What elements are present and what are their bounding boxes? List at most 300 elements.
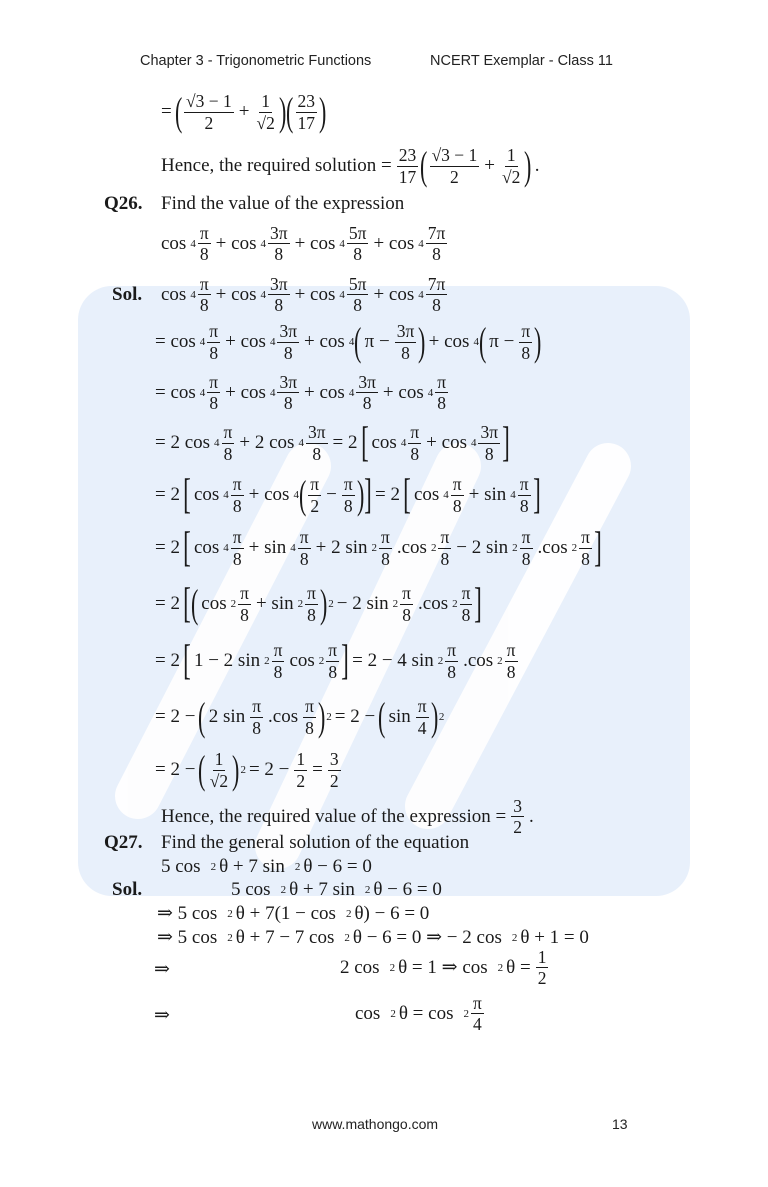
exponent: 2: [328, 598, 334, 610]
math-text: Find the value of the expression: [161, 193, 405, 214]
math-line: [154, 926, 592, 949]
numerator: 3π: [396, 321, 415, 342]
exponent: 4: [223, 542, 229, 554]
exponent: 2: [264, 655, 270, 667]
numerator: 3π: [358, 372, 376, 392]
math-text: = 2 cos: [155, 432, 211, 453]
exponent: 4: [348, 336, 355, 348]
math-text: θ = 1 ⇒ cos: [398, 957, 488, 979]
parenthesis: ): [232, 747, 240, 792]
denominator: 8: [461, 604, 471, 625]
fraction: [298, 528, 311, 568]
numerator: 1: [537, 947, 547, 967]
denominator: 8: [307, 604, 316, 625]
exponent: 4: [293, 489, 299, 501]
math-text: = 2: [155, 650, 180, 671]
math-line: [337, 948, 550, 988]
exponent: 4: [199, 386, 206, 399]
parenthesis: ): [430, 694, 438, 739]
numerator: π: [199, 274, 209, 294]
fraction: [451, 475, 464, 515]
denominator: 8: [273, 661, 283, 682]
exponent: 2: [452, 598, 458, 610]
math-text: cos: [161, 283, 187, 305]
exponent: 4: [214, 437, 220, 449]
math-text: + cos: [304, 381, 345, 403]
exponent: 4: [223, 489, 229, 501]
exponent: 2: [497, 961, 504, 974]
denominator: 8: [432, 244, 441, 265]
bracket: [: [403, 472, 411, 518]
math-text: θ − 6 = 0: [303, 856, 372, 877]
math-text: θ + 7(1 − cos: [235, 902, 336, 924]
numerator: 3π: [269, 274, 288, 294]
denominator: 8: [274, 244, 284, 265]
math-text: + cos: [304, 331, 345, 352]
math-line: [158, 275, 449, 315]
parenthesis: (: [198, 747, 206, 792]
parenthesis: (: [354, 319, 362, 364]
math-text: = 2: [375, 484, 400, 505]
math-text: θ − 6 = 0 ⇒ − 2 cos: [352, 927, 502, 948]
denominator: 8: [381, 548, 390, 569]
numerator: 23: [297, 91, 316, 112]
numerator: π: [223, 422, 233, 443]
numerator: π: [381, 527, 390, 548]
fraction: [435, 373, 448, 413]
math-text: Hence, the required solution =: [161, 155, 392, 176]
parenthesis: ): [317, 694, 326, 739]
fraction: [231, 528, 244, 568]
fraction: [519, 322, 532, 362]
denominator: 8: [401, 342, 410, 363]
math-text: + 2 cos: [239, 432, 295, 453]
numerator: 3π: [279, 372, 298, 392]
math-text: = 2 −: [155, 706, 196, 727]
math-line: [152, 319, 542, 364]
denominator: 2: [537, 968, 547, 989]
numerator: π: [232, 474, 242, 495]
math-line: [152, 640, 520, 682]
fraction: [308, 475, 321, 515]
fraction: [222, 423, 235, 463]
math-text: + cos: [373, 232, 415, 254]
fraction: [294, 750, 307, 790]
math-text: 2 sin: [208, 706, 246, 727]
math-line: [158, 797, 537, 837]
math-text: + cos: [426, 432, 467, 453]
math-text: − 2 sin: [456, 537, 509, 558]
numerator: π: [417, 696, 427, 717]
math-text: .: [534, 155, 540, 176]
math-text: −: [326, 484, 337, 505]
math-text: ⇒ 5 cos: [157, 927, 218, 948]
math-line: [152, 583, 482, 625]
numerator: π: [199, 223, 209, 243]
denominator: 8: [305, 717, 314, 738]
parenthesis: ): [524, 143, 532, 188]
exponent: 2: [571, 542, 578, 554]
numerator: π: [437, 372, 447, 392]
fraction: [426, 275, 448, 315]
math-line: [158, 89, 327, 134]
exponent: 4: [418, 288, 424, 301]
bracket: ]: [532, 472, 541, 518]
exponent: 4: [443, 489, 449, 501]
math-line: [152, 373, 450, 413]
numerator: π: [209, 321, 219, 342]
fraction: [416, 697, 429, 737]
exponent: 2: [430, 542, 437, 554]
numerator: π: [240, 583, 249, 604]
math-text: .cos: [268, 706, 299, 727]
bracket: [: [360, 420, 369, 466]
fraction: [328, 750, 341, 790]
fraction: [397, 146, 419, 186]
numerator: 3π: [480, 422, 499, 443]
math-text: + cos: [382, 381, 424, 403]
denominator: 2: [513, 817, 522, 838]
exponent: 2: [392, 598, 399, 610]
exponent: 4: [298, 437, 304, 449]
exponent: 2: [463, 1007, 469, 1020]
math-text: θ =: [506, 956, 531, 978]
numerator: π: [521, 527, 531, 548]
bracket: ]: [364, 472, 372, 518]
numerator: π: [299, 527, 309, 548]
math-text: + cos: [294, 283, 336, 305]
numerator: π: [209, 372, 219, 392]
parenthesis: (: [298, 472, 307, 517]
math-text: + cos: [225, 381, 266, 403]
math-text: + sin: [255, 593, 294, 614]
math-text: θ + 7 − 7 cos: [235, 926, 335, 948]
fraction: [198, 275, 211, 315]
math-text: cos: [193, 484, 220, 505]
fraction: [500, 146, 522, 186]
numerator: 5π: [348, 223, 367, 243]
exponent: 4: [348, 386, 355, 399]
math-text: π −: [489, 331, 515, 352]
fraction: [268, 224, 290, 264]
exponent: 2: [371, 542, 378, 554]
numerator: 1: [261, 91, 271, 112]
exponent: 2: [512, 542, 518, 554]
denominator: 8: [506, 661, 516, 682]
bracket: [: [183, 472, 191, 518]
numerator: 3π: [307, 422, 326, 443]
exponent: 4: [510, 489, 516, 501]
math-text: 5 cos: [161, 856, 201, 877]
fraction: [255, 92, 277, 132]
fraction: [306, 423, 328, 463]
numerator: π: [447, 640, 457, 661]
math-text: + cos: [215, 232, 257, 254]
math-text: .: [528, 805, 534, 827]
numerator: π: [307, 583, 316, 604]
math-text: 1 − 2 sin: [193, 650, 261, 671]
fraction: [511, 797, 524, 837]
math-text: + cos: [215, 283, 257, 305]
fraction: [536, 948, 549, 988]
denominator: 8: [343, 495, 353, 516]
numerator: 7π: [427, 274, 446, 294]
math-text: +: [484, 155, 496, 176]
fraction: [347, 275, 369, 315]
exponent: 4: [199, 336, 206, 348]
numerator: √3 − 1: [186, 91, 232, 112]
math-text: = cos: [155, 331, 196, 352]
denominator: 8: [232, 548, 242, 569]
numerator: √3 − 1: [431, 145, 478, 166]
math-text: 2 cos: [340, 956, 380, 978]
exponent: 2: [230, 598, 237, 610]
denominator: √2: [209, 770, 229, 791]
fraction: [250, 697, 263, 737]
exponent: 4: [260, 237, 266, 250]
footer-page-number: 13: [612, 1116, 628, 1132]
math-text: = 2: [155, 593, 180, 614]
math-text: =: [161, 101, 172, 122]
parenthesis: (: [478, 319, 487, 364]
exponent: 2: [210, 861, 217, 873]
exponent: 2: [227, 931, 233, 944]
math-text: = 2 −: [248, 759, 290, 780]
exponent: 2: [437, 655, 444, 667]
exponent: 2: [364, 884, 371, 896]
bracket: [: [183, 638, 191, 684]
implies-arrow: ⇒: [154, 959, 170, 980]
exponent: 2: [240, 764, 246, 776]
fraction: [347, 224, 369, 264]
numerator: π: [402, 583, 412, 604]
denominator: 8: [199, 244, 209, 265]
exponent: 2: [294, 861, 301, 873]
math-text: + sin: [248, 537, 287, 558]
bracket: [: [183, 581, 191, 627]
math-text: θ) − 6 = 0: [354, 902, 430, 924]
math-text: cos: [161, 232, 187, 254]
math-text: Hence, the required value of the expression =: [161, 805, 507, 827]
exponent: 2: [345, 907, 352, 920]
math-line: [152, 474, 541, 516]
denominator: √2: [502, 166, 521, 187]
denominator: 17: [398, 166, 417, 187]
numerator: π: [440, 527, 450, 548]
denominator: 2: [450, 166, 459, 187]
exponent: 2: [280, 884, 287, 896]
denominator: 8: [447, 661, 457, 682]
implies-arrow: ⇒: [154, 1005, 170, 1026]
parenthesis: ): [356, 472, 365, 517]
fraction: [505, 641, 518, 681]
denominator: 4: [473, 1014, 482, 1035]
math-text: + cos: [373, 283, 415, 305]
math-text: .cos: [463, 650, 494, 671]
fraction: [408, 423, 421, 463]
fraction: [296, 92, 318, 132]
numerator: π: [310, 474, 320, 495]
denominator: 8: [521, 342, 531, 363]
fraction: [305, 584, 318, 624]
math-text: sin: [388, 706, 411, 727]
numerator: π: [252, 696, 262, 717]
denominator: 4: [417, 717, 427, 738]
denominator: 8: [402, 604, 411, 625]
fraction: [460, 584, 473, 624]
exponent: 2: [318, 655, 325, 667]
numerator: 1: [506, 145, 516, 166]
numerator: 7π: [427, 223, 446, 243]
numerator: π: [472, 993, 482, 1013]
exponent: 2: [227, 907, 233, 920]
denominator: 8: [484, 443, 494, 464]
parenthesis: ): [278, 89, 287, 134]
math-text: + 2 sin: [315, 537, 368, 558]
fraction: [184, 92, 234, 132]
numerator: π: [328, 640, 338, 661]
numerator: π: [305, 696, 314, 717]
denominator: 8: [353, 295, 363, 316]
math-text: cos: [193, 537, 220, 558]
denominator: 8: [199, 295, 209, 316]
exponent: 4: [418, 237, 424, 250]
math-text: θ + 7 sin: [219, 856, 285, 877]
exponent: 2: [438, 711, 445, 723]
denominator: 2: [310, 495, 320, 516]
denominator: 8: [581, 548, 590, 569]
fraction: [426, 224, 448, 264]
exponent: 2: [511, 931, 518, 944]
numerator: 3: [329, 749, 339, 770]
parenthesis: ): [534, 319, 542, 364]
math-text: cos: [371, 432, 397, 453]
fraction: [208, 750, 230, 790]
math-line: [228, 879, 445, 901]
math-line: [152, 527, 602, 569]
numerator: 1: [214, 749, 224, 770]
parenthesis: ): [319, 89, 327, 134]
math-text: .cos: [537, 537, 568, 558]
header-book: NCERT Exemplar - Class 11: [430, 53, 613, 69]
math-text: .cos: [418, 593, 449, 614]
fraction: [277, 322, 299, 362]
math-line: [158, 832, 472, 854]
numerator: π: [273, 640, 283, 661]
bracket: ]: [341, 638, 349, 684]
math-text: + cos: [428, 331, 470, 352]
math-text: cos: [201, 593, 227, 614]
exponent: 2: [389, 961, 396, 974]
numerator: 23: [398, 145, 417, 166]
exponent: 4: [473, 336, 479, 348]
bracket: ]: [594, 525, 602, 571]
numerator: π: [521, 321, 531, 342]
bracket: [: [183, 525, 191, 571]
numerator: 5π: [348, 274, 367, 294]
denominator: 17: [297, 112, 316, 133]
footer-site: www.mathongo.com: [312, 1116, 439, 1132]
numerator: π: [581, 527, 590, 548]
math-text: θ + 7 sin: [289, 879, 355, 900]
fraction: [400, 584, 413, 624]
numerator: π: [232, 527, 242, 548]
numerator: 1: [296, 749, 306, 770]
math-text: +: [238, 101, 250, 122]
numerator: π: [343, 474, 353, 495]
denominator: √2: [256, 112, 275, 133]
fraction: [379, 528, 392, 568]
math-text: .cos: [396, 537, 427, 558]
numerator: 3π: [269, 223, 288, 243]
denominator: 8: [521, 548, 531, 569]
numerator: π: [519, 474, 529, 495]
fraction: [395, 322, 417, 362]
fraction: [518, 475, 531, 515]
parenthesis: (: [190, 581, 199, 626]
math-text: = 2 −: [334, 706, 376, 727]
exponent: 4: [470, 437, 477, 449]
question-label-q26: Q26.: [104, 193, 143, 214]
parenthesis: ): [418, 319, 426, 364]
denominator: 8: [223, 443, 233, 464]
math-line: [158, 856, 375, 878]
math-text: = 2: [155, 484, 180, 505]
fraction: [326, 641, 339, 681]
denominator: 8: [209, 342, 219, 363]
numerator: π: [452, 474, 462, 495]
math-text: + sin: [468, 484, 507, 505]
exponent: 2: [326, 711, 332, 723]
fraction: [277, 373, 299, 413]
denominator: 8: [440, 548, 450, 569]
exponent: 4: [190, 288, 196, 301]
math-text: θ = cos: [398, 1002, 454, 1024]
math-line: [352, 994, 486, 1034]
fraction: [207, 373, 220, 413]
math-text: =: [312, 759, 323, 780]
header-chapter: Chapter 3 - Trigonometric Functions: [140, 53, 372, 69]
math-text: cos: [413, 484, 440, 505]
fraction: [438, 528, 451, 568]
parenthesis: (: [286, 89, 294, 134]
denominator: 8: [519, 495, 529, 516]
solution-label-q26: Sol.: [112, 284, 143, 305]
denominator: 8: [328, 661, 338, 682]
parenthesis: (: [420, 143, 428, 188]
math-text: = cos: [155, 381, 196, 403]
denominator: 8: [232, 495, 242, 516]
exponent: 4: [290, 542, 296, 554]
math-text: 5 cos: [231, 879, 271, 900]
math-text: = 2: [332, 432, 358, 453]
fraction: [520, 528, 533, 568]
denominator: 8: [432, 295, 441, 316]
exponent: 2: [497, 655, 503, 667]
fraction: [579, 528, 592, 568]
exponent: 4: [269, 336, 276, 348]
exponent: 4: [269, 386, 276, 399]
math-text: ⇒ 5 cos: [157, 903, 218, 924]
exponent: 4: [427, 386, 434, 399]
math-line: [152, 422, 510, 464]
denominator: 8: [283, 393, 293, 414]
denominator: 8: [274, 295, 284, 316]
denominator: 2: [329, 770, 339, 791]
fraction: [303, 697, 316, 737]
denominator: 8: [362, 393, 372, 414]
math-text: = 2: [155, 537, 180, 558]
